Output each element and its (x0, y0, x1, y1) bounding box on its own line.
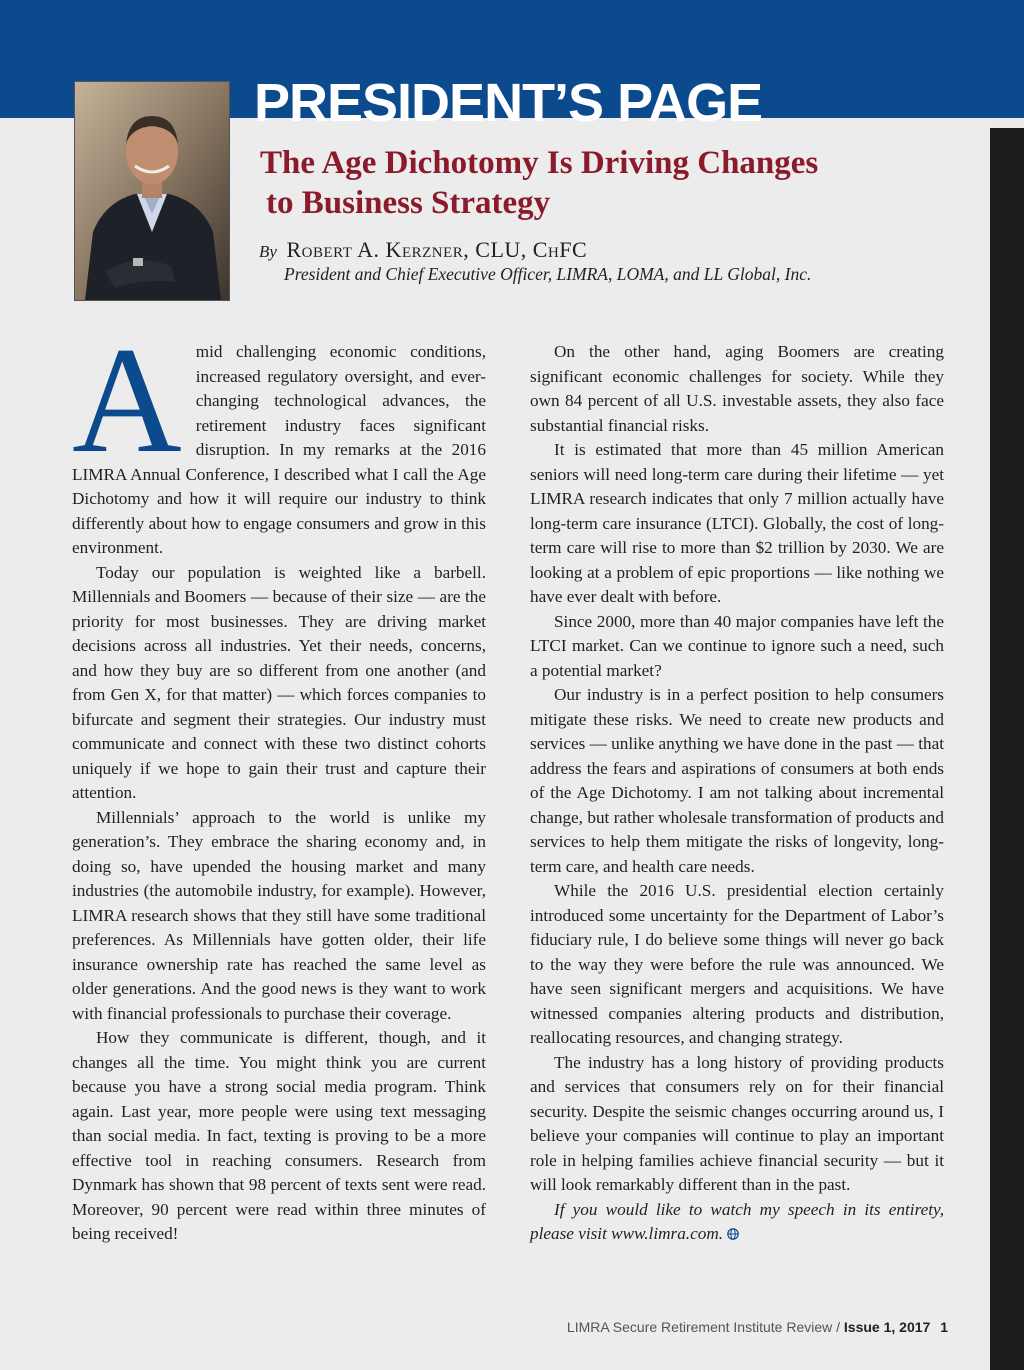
right-paragraph: On the other hand, aging Boomers are creating significant economic challenges for society. While they own 84 percent of all U.S. investable assets, they also face substantial financial risks. (530, 342, 944, 435)
right-paragraph: While the 2016 U.S. presidential election certainly introduced some uncertainty for the Department of Labor’s fiduciary rule, I do believe some things will never go back to the way they were before the rule was announced. We have seen significant mergers and acquisitions. We have witnessed companies altering products and distribution, reallocating resources, and changing strategy. (530, 881, 944, 1047)
left-paragraph: Today our population is weighted like a barbell. Millennials and Boomers — because of their size — are the priority for most businesses. They are driving market decisions across all industries. Yet their needs, concerns, and how they buy are so different from one another (and from Gen X, for that matter) — which forces companies to bifurcate and segment their strategies. Our industry must communicate and connect with these two distinct cohorts uniquely if we hope to gain their trust and capture their attention. (72, 562, 486, 802)
left-paragraph: Millennials’ approach to the world is unlike my generation’s. They embrace the sharing economy and, in doing so, have upended the housing market and many industries (the automobile industry, for example). However, LIMRA research shows that they still have some traditional preferences. As Millennials have gotten older, their life insurance ownership rate has reached the same level as older generations. And the good news is they want to work with financial professionals to purchase their coverage. (72, 807, 486, 1023)
left-paragraph: How they communicate is different, though, and it changes all the time. You might think you are current because you have a strong social media program. Think again. Last year, more people were using text messaging than social media. In fact, texting is proving to be a more effective tool in reaching consumers. Research from Dynmark has shown that 98 percent of texts sent were read. Moreover, 90 percent were read within three minutes of being received! (72, 1028, 486, 1243)
author-photo (75, 82, 229, 300)
page-edge-bar (990, 128, 1024, 1370)
byline-by: By (259, 242, 277, 261)
section-title: PRESIDENT’S PAGE (254, 73, 763, 133)
page-footer (567, 1319, 948, 1335)
closing-text: If you would like to watch my speech in its entirety, please visit www.limra.com. (530, 1199, 944, 1243)
closing-note (530, 1198, 944, 1247)
publication-name: LIMRA Secure Retirement Institute Review / (566, 1319, 841, 1335)
issue-label: Issue 1, 2017 (843, 1319, 931, 1335)
drop-cap: A (72, 316, 182, 484)
page-number: 1 (940, 1319, 948, 1335)
right-paragraph: The industry has a long history of providing products and services that consumers rely on for their financial security. Despite the seismic changes occurring around us, I believe your companies will continue to play an important role in helping families achieve financial security — but it will look remarkably different than in the past. (530, 1052, 944, 1194)
author-role: President and Chief Executive Officer, LIMRA, LOMA, and LL Global, Inc. (284, 264, 812, 284)
right-paragraph: Since 2000, more than 40 major companies have left the LTCI market. Can we continue to ignore such a need, such a potential market? (530, 611, 944, 680)
right-paragraph: It is estimated that more than 45 million American seniors will need long-term care during their lifetime — yet LIMRA research indicates that only 7 million actually have long-term care insurance (LTCI). Globally, the cost of long-term care will rise to more than $2 trillion by 2030. We are looking at a problem of epic proportions — like nothing we have ever dealt with before. (530, 440, 944, 606)
paragraph-text: mid challenging economic conditions, increased regulatory oversight, and ever-changing technological advances, the retirement industry faces significant disruption. In my remarks at the 2016 LIMRA Annual Conference, I described what I call the Age Dichotomy and how it will require our industry to think differently about how to engage consumers and grow in this environment. (72, 342, 486, 557)
right-paragraph: Our industry is in a perfect position to help consumers mitigate these risks. We need to create new products and services — unlike anything we have done in the past — that address the fears and aspirations of consumers at both ends of the Age Dichotomy. I am not talking about incremental change, but rather wholesale transformation of products and services to help them mitigate the risks of longevity, long-term care, and health care needs. (530, 685, 944, 876)
portrait-figure (75, 82, 229, 300)
left-paragraph (72, 316, 486, 561)
right-column (530, 340, 944, 1247)
author-name: Robert A. Kerzner, CLU, ChFC (286, 237, 588, 262)
article-title (260, 143, 960, 223)
article-title-line-2: to Business Strategy (266, 185, 551, 221)
left-column (72, 316, 486, 1247)
globe-icon (727, 1228, 739, 1240)
article-title-line-1: The Age Dichotomy Is Driving Changes (260, 145, 819, 181)
byline (259, 236, 587, 266)
